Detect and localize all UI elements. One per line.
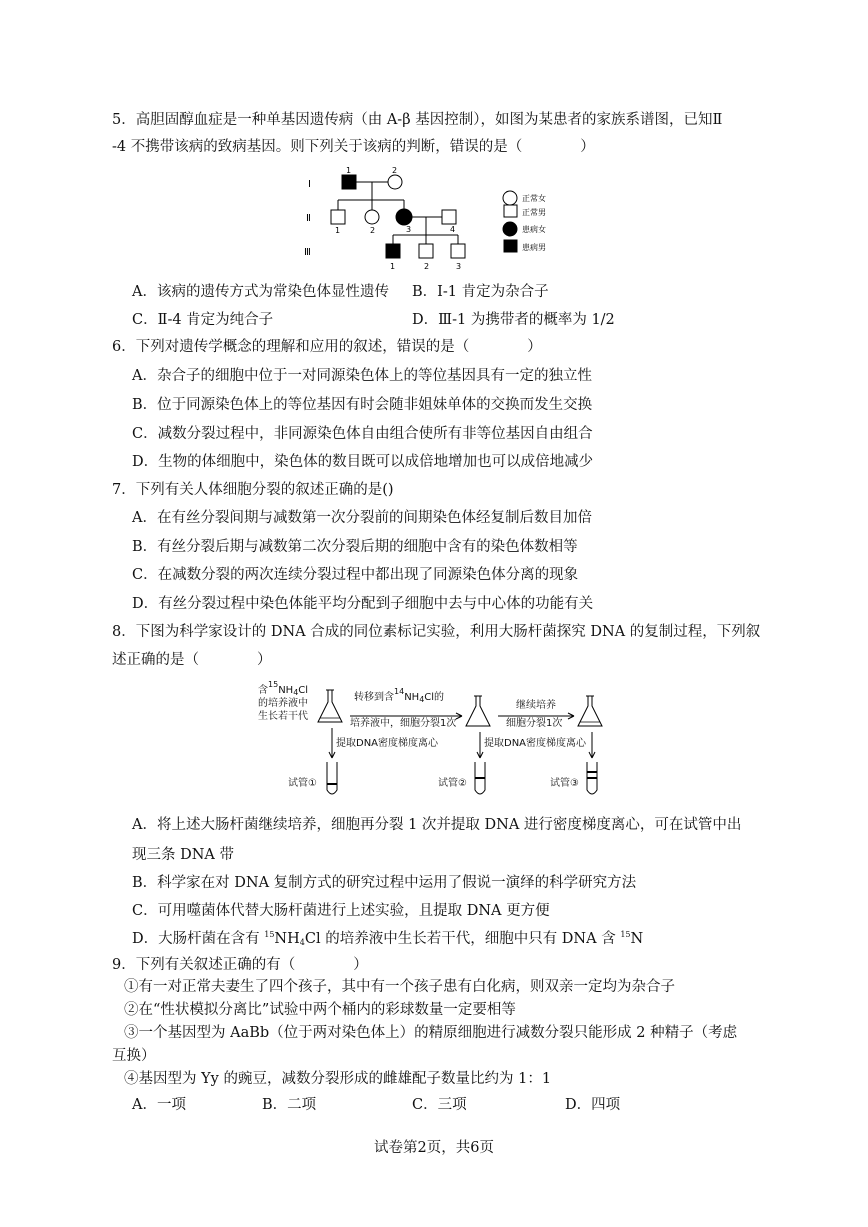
q8-stem-line1: 8．下图为科学家设计的 DNA 合成的同位素标记实验，利用大肠杆菌探究 DNA 的复制过程，下列叙: [112, 624, 761, 640]
q9-statement-3-line1: ③一个基因型为 AaBb（位于两对染色体上）的精原细胞进行减数分裂只能形成 2 种精子（考虑: [124, 1025, 738, 1041]
q6-option-c: C．减数分裂过程中，非同源染色体自由组合使所有非等位基因自由组合: [132, 426, 593, 442]
q7-option-a: A．在有丝分裂间期与减数第一次分裂前的间期染色体经复制后数目加倍: [132, 510, 592, 526]
legend-affected-male: 患病男: [522, 243, 546, 252]
q7-option-b: B．有丝分裂后期与减数第二次分裂后期的细胞中含有的染色体数相等: [132, 539, 578, 555]
extract-label-2: 提取DNA密度梯度离心: [484, 738, 587, 749]
q5-option-b: B．Ⅰ-1 肯定为杂合子: [412, 284, 549, 300]
label-III3: 3: [456, 262, 462, 271]
pedigree-II4-normal-male: [442, 210, 456, 224]
flask-1: [318, 690, 342, 722]
tube-2-label: 试管②: [438, 778, 467, 789]
pedigree-I1-affected-male: [342, 175, 356, 189]
label-III2: 2: [424, 262, 430, 271]
gen-label-I: Ⅰ: [308, 179, 311, 190]
label-II2: 2: [370, 226, 376, 235]
pedigree-chart: [300, 162, 546, 277]
pedigree-II3-affected-female: [396, 209, 412, 225]
q5-stem-line2: -4 不携带该病的致病基因。则下列关于该病的判断，错误的是（ ）: [112, 139, 595, 155]
q6-stem: 6．下列对遗传学概念的理解和应用的叙述，错误的是（ ）: [112, 339, 542, 355]
label-II1: 1: [335, 226, 341, 235]
q8-option-a-line2: 现三条 DNA 带: [132, 847, 235, 863]
q5-option-c: C．Ⅱ-4 肯定为纯合子: [132, 312, 274, 328]
legend-normal-female-symbol: [503, 191, 517, 205]
left-label-line3: 生长若干代: [258, 711, 308, 722]
gen-label-II: Ⅱ: [306, 213, 311, 224]
label-II3: 3: [406, 225, 412, 234]
q8-option-d: D．大肠杆菌在含有 $^{15}NH_4Cl$ 的培养液中生长若干代，细胞中只有 DNA 含 $^{15}$N: [132, 930, 644, 947]
label-II4: 4: [450, 225, 456, 234]
legend-normal-female: 正常女: [522, 194, 546, 203]
q7-option-c: C．在减数分裂的两次连续分裂过程中都出现了同源染色体分离的现象: [132, 567, 579, 583]
legend-affected-male-symbol: [504, 240, 517, 252]
pedigree-I2-normal-female: [388, 175, 402, 189]
legend-normal-male: 正常男: [522, 208, 546, 217]
q6-option-b: B．位于同源染色体上的等位基因有时会随非姐妹单体的交换而发生交换: [132, 397, 593, 413]
q5-stem-line1: 5．高胆固醇血症是一种单基因遗传病（由 A-β 基因控制），如图为某患者的家族系谱图，已知Ⅱ: [112, 112, 723, 128]
q7-stem: 7．下列有关人体细胞分裂的叙述正确的是(): [112, 482, 394, 498]
q6-option-d: D．生物的体细胞中，染色体的数目既可以成倍地增加也可以成倍地减少: [132, 454, 594, 470]
q6-option-a: A．杂合子的细胞中位于一对同源染色体上的等位基因具有一定的独立性: [132, 368, 592, 384]
extract-label-1: 提取DNA密度梯度离心: [336, 738, 439, 749]
q8-option-c: C．可用噬菌体代替大肠杆菌进行上述实验，且提取 DNA 更方便: [132, 903, 550, 919]
q9-statement-4: ④基因型为 Yy 的豌豆，减数分裂形成的雌雄配子数量比约为 1：1: [124, 1071, 552, 1087]
pedigree-III2-normal-male: [419, 244, 433, 258]
q9-option-c: C．三项: [412, 1097, 467, 1113]
q9-statement-3-line2: 互换）: [112, 1048, 156, 1064]
test-tube-1: [327, 762, 337, 794]
arrow2-label-top: 继续培养: [516, 700, 556, 711]
label-I2: 2: [392, 166, 398, 175]
page-footer: 试卷第2页，共6页: [374, 1140, 494, 1156]
q9-option-b: B．二项: [262, 1097, 317, 1113]
flask-3: [578, 696, 602, 726]
gen-label-III: Ⅲ: [304, 247, 311, 258]
q9-statement-2: ②在“性状模拟分离比”试验中两个桶内的彩球数量一定要相等: [124, 1002, 516, 1018]
left-label-line1: 含$^{15}NH_4Cl$: [258, 680, 309, 697]
legend-affected-female-symbol: [503, 222, 517, 236]
q9-stem: 9．下列有关叙述正确的有（ ）: [112, 957, 368, 973]
tube-3-label: 试管③: [550, 778, 579, 789]
q8-option-a-line1: A．将上述大肠杆菌继续培养，细胞再分裂 1 次并提取 DNA 进行密度梯度离心，可在试管中出: [132, 817, 742, 833]
flask-2: [466, 696, 490, 726]
q7-option-d: D．有丝分裂过程中染色体能平均分配到子细胞中去与中心体的功能有关: [132, 596, 594, 612]
arrow1-label-bottom: 培养液中，细胞分裂1次: [350, 718, 457, 729]
dna-experiment-figure: [258, 682, 618, 802]
q9-option-d: D．四项: [565, 1097, 621, 1113]
label-I1: 1: [346, 166, 352, 175]
left-label-line2: 的培养液中: [258, 698, 308, 709]
q8-stem-line2: 述正确的是（ ）: [112, 652, 272, 668]
q5-option-a: A．该病的遗传方式为常染色体显性遗传: [132, 284, 389, 300]
arrow1-label-top: 转移到含$^{14}NH_4Cl$的: [354, 687, 445, 704]
arrow2-label-bottom: 细胞分裂1次: [506, 718, 563, 729]
q9-option-a: A．一项: [132, 1097, 186, 1113]
tube-1-label: 试管①: [288, 778, 317, 789]
pedigree-III1-affected-male: [386, 244, 400, 258]
label-III1: 1: [390, 262, 396, 271]
pedigree-III3-normal-male: [451, 244, 465, 258]
pedigree-II1-normal-male: [331, 210, 345, 224]
q9-statement-1: ①有一对正常夫妻生了四个孩子，其中有一个孩子患有白化病，则双亲一定均为杂合子: [124, 979, 675, 995]
pedigree-II2-normal-female: [365, 210, 379, 224]
q5-option-d: D．Ⅲ-1 为携带者的概率为 1/2: [412, 312, 615, 328]
legend-normal-male-symbol: [504, 205, 517, 217]
legend-affected-female: 患病女: [522, 225, 546, 234]
q8-option-b: B．科学家在对 DNA 复制方式的研究过程中运用了假说一演绎的科学研究方法: [132, 875, 637, 891]
